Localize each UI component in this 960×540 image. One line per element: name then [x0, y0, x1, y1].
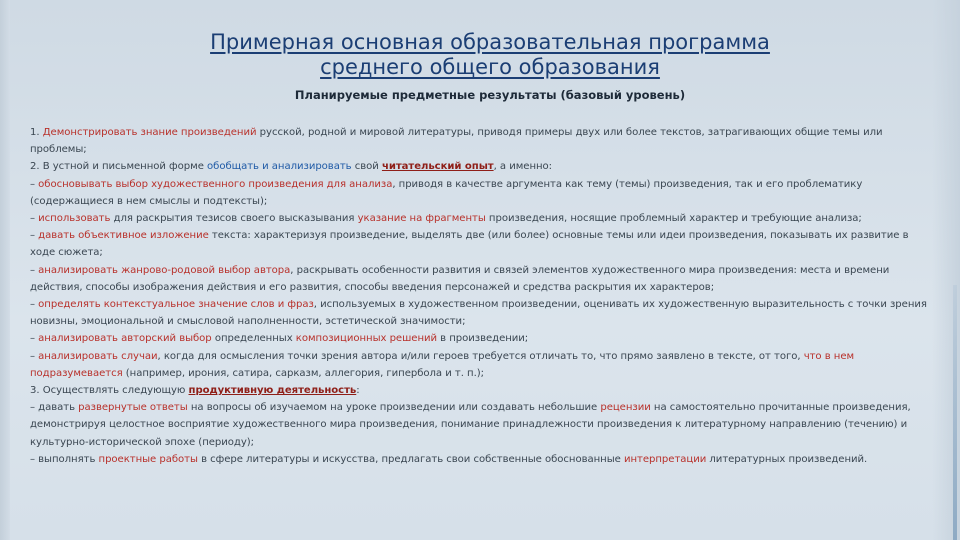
text-run: (например, ирония, сатира, сарказм, аллегория, гипербола и т. п.); [122, 367, 484, 379]
text-run: – [30, 230, 39, 242]
highlighted-phrase: указание на фрагменты [357, 213, 486, 225]
text-run: на вопросы об изучаемом на уроке произведении или создавать небольшие [187, 402, 601, 414]
title-line-2: среднего общего образования [320, 55, 660, 79]
highlighted-phrase: определять контекстуальное значение слов и фраз [38, 299, 314, 311]
slide-subtitle: Планируемые предметные результаты (базовый уровень) [294, 88, 686, 102]
body-paragraph [30, 296, 930, 330]
highlighted-phrase: интерпретации [623, 453, 707, 465]
text-run: в сфере литературы и искусства, предлагать свои собственные обоснованные [197, 453, 624, 465]
body-paragraph [30, 382, 930, 399]
text-run: : [356, 385, 360, 397]
slide-body-text [30, 124, 930, 468]
text-run: – [30, 350, 39, 362]
text-run: , когда для осмысления точки зрения автора и/или героев требуется отличать то, что прямо заявлено в тексте, от того, [157, 350, 804, 362]
highlighted-phrase: Демонстрировать знание произведений [42, 127, 257, 138]
body-paragraph [30, 227, 930, 261]
text-run: – [30, 299, 39, 311]
highlighted-phrase: рецензии [600, 402, 651, 414]
text-run: русской, родной и мировой литературы, приводя примеры двух или более текстов, затрагивающих общие темы или проблемы; [30, 127, 883, 156]
right-accent-stripe [953, 285, 957, 540]
highlighted-phrase: использовать [38, 213, 111, 225]
body-paragraph [30, 124, 930, 158]
highlighted-phrase: обобщать и анализировать [207, 161, 352, 173]
body-paragraph [30, 399, 930, 451]
highlighted-phrase: что в нем подразумевается [30, 350, 855, 379]
text-run: , раскрывать особенности развития и связей элементов художественного мира произведения: места и времени действия, способы изображения действия и его развития, способы введения персонажей и средства раскрытия их характеров; [30, 264, 890, 293]
text-run: 3. Осуществлять следующую [30, 385, 189, 397]
text-run: в произведении; [437, 333, 529, 345]
highlighted-phrase: читательский опыт [381, 161, 494, 173]
highlighted-phrase: проектные работы [98, 453, 198, 465]
text-run: – давать [30, 402, 79, 414]
text-run: – [30, 264, 39, 276]
highlighted-phrase: анализировать жанрово-родовой выбор автора [38, 264, 291, 276]
text-run: произведения, носящие проблемный характер и требующие анализа; [485, 213, 862, 225]
text-run: , а именно: [493, 161, 553, 173]
highlighted-phrase: давать объективное изложение [38, 230, 209, 242]
body-paragraph [30, 330, 930, 347]
slide-title [160, 30, 820, 80]
text-run: – [30, 333, 39, 345]
body-paragraph [30, 348, 930, 382]
title-line-1: Примерная основная образовательная программа [210, 30, 770, 54]
text-run: на самостоятельно прочитанные произведения, демонстрируя целостное восприятие художественного мира произведения, понимание принадлежности произведения к литературному направлению (течению) и культурно-исторической эпохе (периоду); [30, 402, 911, 448]
text-run: 1. [30, 127, 43, 138]
text-run: текста: характеризуя произведение, выделять две (или более) основные темы или идеи произведения, показывать их развитие в ходе сюжета; [30, 230, 909, 259]
body-paragraph [30, 210, 930, 227]
text-run: свой [351, 161, 382, 173]
text-run: – [30, 213, 39, 225]
text-run: – [30, 178, 39, 190]
text-run: 2. В устной и письменной форме [30, 161, 208, 173]
body-paragraph [30, 158, 930, 175]
highlighted-phrase: композиционных решений [295, 333, 438, 345]
highlighted-phrase: анализировать случаи [38, 350, 158, 362]
text-run: для раскрытия тезисов своего высказывания [110, 213, 358, 225]
text-run: , используемых в художественном произведении, оценивать их художественную выразительность с точки зрения новизны, эмоциональной и смысловой наполненности, эстетической значимости; [30, 299, 927, 328]
text-run: – выполнять [30, 453, 99, 465]
highlighted-phrase: продуктивную деятельность [188, 385, 357, 397]
body-paragraph [30, 451, 930, 468]
body-paragraph [30, 262, 930, 296]
body-paragraph [30, 176, 930, 210]
text-run: , приводя в качестве аргумента как тему (темы) произведения, так и его проблематику (содержащиеся в нем смыслы и подтексты); [30, 178, 863, 207]
highlighted-phrase: развернутые ответы [78, 402, 188, 414]
text-run: литературных произведений. [706, 453, 868, 465]
text-run: определенных [211, 333, 296, 345]
left-edge-decoration [0, 0, 10, 540]
highlighted-phrase: обосновывать выбор художественного произведения для анализа [38, 178, 393, 190]
highlighted-phrase: анализировать авторский выбор [38, 333, 212, 345]
